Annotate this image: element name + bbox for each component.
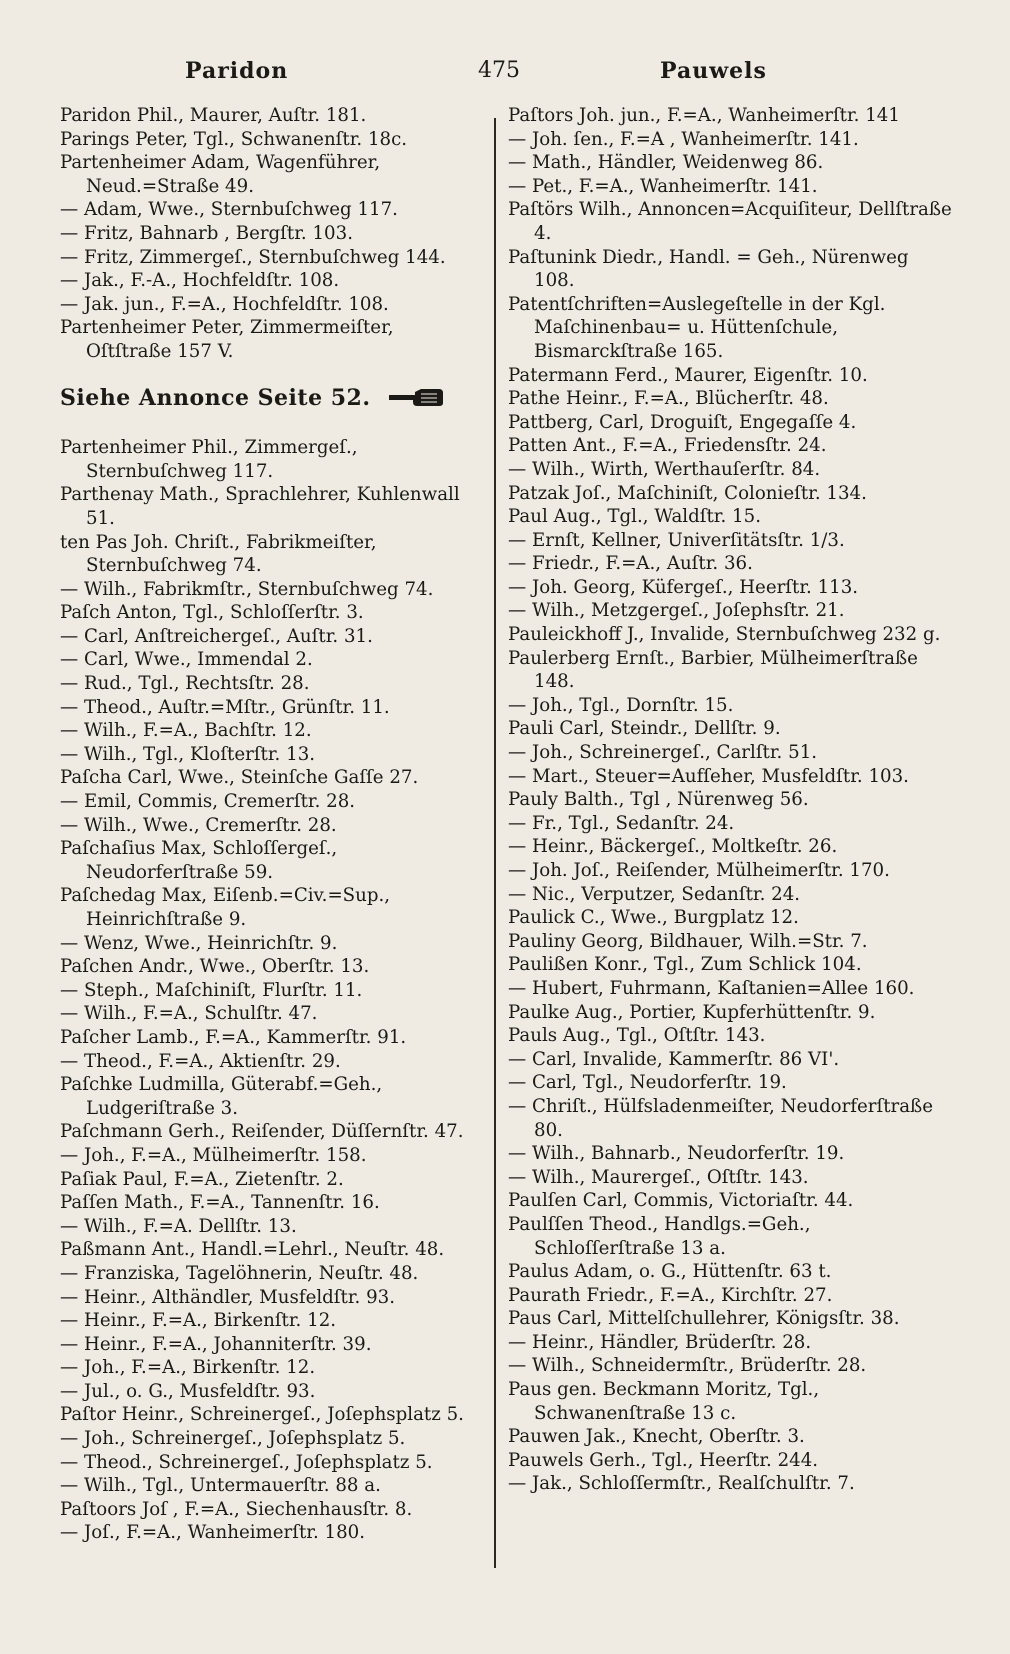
directory-entry: — Heinr., Bäckergeſ., Moltkeſtr. 26. bbox=[508, 836, 838, 858]
directory-entry: — Fritz, Bahnarb , Bergſtr. 103. bbox=[60, 222, 353, 244]
directory-entry: Paulſſen Theod., Handlgs.=Geh., Schloſſerſtraße 13 a. bbox=[508, 1213, 811, 1259]
header-last-entry: Pauwels bbox=[660, 58, 767, 84]
directory-entry: — Jak., F.-A., Hochfeldſtr. 108. bbox=[60, 270, 340, 292]
directory-entry: — Theod., Auſtr.=Mſtr., Grünſtr. 11. bbox=[60, 696, 390, 718]
directory-entry: — Wilh., Metzgergeſ., Joſephsſtr. 21. bbox=[508, 600, 845, 622]
directory-entry: — Fritz, Zimmergeſ., Sternbuſchweg 144. bbox=[60, 246, 446, 268]
directory-entry: — Wilh., Fabrikmſtr., Sternbuſchweg 74. bbox=[60, 578, 434, 600]
header-first-entry: Paridon bbox=[185, 58, 289, 84]
directory-entry: Paſchen Andr., Wwe., Oberſtr. 13. bbox=[60, 956, 370, 978]
directory-entry: Patten Ant., F.=A., Friedensſtr. 24. bbox=[508, 435, 827, 457]
directory-entry: Patermann Ferd., Maurer, Eigenſtr. 10. bbox=[508, 364, 868, 386]
directory-entry: ten Pas Joh. Chriſt., Fabrikmeiſter, Sternbuſchweg 74. bbox=[60, 531, 377, 577]
directory-entry: — Heinr., Händler, Brüderſtr. 28. bbox=[508, 1331, 812, 1353]
directory-entry: — Heinr., Althändler, Musfeldſtr. 93. bbox=[60, 1286, 396, 1308]
directory-entry: — Wilh., F.=A., Schulſtr. 47. bbox=[60, 1003, 318, 1025]
directory-entry: Paulick C., Wwe., Burgplatz 12. bbox=[508, 907, 799, 929]
directory-entry: — Wilh., Wwe., Cremerſtr. 28. bbox=[60, 814, 337, 836]
left-entries-top bbox=[60, 104, 484, 364]
directory-entry: — Wilh., Schneidermſtr., Brüderſtr. 28. bbox=[508, 1355, 867, 1377]
directory-entry: Paus Carl, Mittelſchullehrer, Königsſtr. 38. bbox=[508, 1308, 900, 1330]
directory-entry: — Wilh., Wirth, Werthauſerſtr. 84. bbox=[508, 458, 821, 480]
directory-entry: — Joh. Joſ., Reiſender, Mülheimerſtr. 170. bbox=[508, 860, 890, 881]
directory-entry: Pauleickhoff J., Invalide, Sternbuſchweg 232 g. bbox=[508, 624, 941, 646]
directory-entry: Paſtörs Wilh., Annoncen=Acquiſiteur, Dellſtraße 4. bbox=[508, 199, 952, 244]
directory-entry: Paſchaſius Max, Schloſſergeſ., Neudorferſtraße 59. bbox=[60, 838, 338, 883]
directory-entry: — Joſ., F.=A., Wanheimerſtr. 180. bbox=[60, 1522, 366, 1544]
directory-entry: Pauwen Jak., Knecht, Oberſtr. 3. bbox=[508, 1426, 805, 1448]
directory-entry: Paulißen Konr., Tgl., Zum Schlick 104. bbox=[508, 954, 862, 976]
directory-entry: — Wilh., Tgl., Kloſterſtr. 13. bbox=[60, 743, 316, 765]
directory-entry: Paſchedag Max, Eiſenb.=Civ.=Sup., Heinrichſtraße 9. bbox=[60, 885, 391, 930]
directory-entry: — Nic., Verputzer, Sedanſtr. 24. bbox=[508, 883, 801, 905]
directory-entry: — Jak., Schloſſermſtr., Realſchulſtr. 7. bbox=[508, 1473, 855, 1495]
directory-entry: — Math., Händler, Weidenweg 86. bbox=[508, 152, 824, 174]
directory-entry: — Wilh., Maurergeſ., Oſtſtr. 143. bbox=[508, 1166, 809, 1188]
directory-entry: — Adam, Wwe., Sternbuſchweg 117. bbox=[60, 199, 398, 221]
directory-entry: — Fr., Tgl., Sedanſtr. 24. bbox=[508, 812, 735, 834]
directory-entry: — Franziska, Tagelöhnerin, Neuſtr. 48. bbox=[60, 1262, 419, 1284]
directory-entry: — Hubert, Fuhrmann, Kaſtanien=Allee 160. bbox=[508, 977, 915, 999]
directory-entry: Patzak Joſ., Maſchiniſt, Colonieſtr. 134. bbox=[508, 482, 867, 504]
directory-entry: — Wilh., F.=A., Bachſtr. 12. bbox=[60, 720, 312, 742]
directory-entry: Pauli Carl, Steindr., Dellſtr. 9. bbox=[508, 718, 781, 740]
directory-entry: — Ernſt, Kellner, Univerſitätsſtr. 1/3. bbox=[508, 529, 845, 551]
directory-entry: Paſcher Lamb., F.=A., Kammerſtr. 91. bbox=[60, 1026, 407, 1048]
directory-entry: — Heinr., F.=A., Birkenſtr. 12. bbox=[60, 1310, 337, 1332]
right-column bbox=[508, 104, 952, 1496]
directory-entry: Paurath Friedr., F.=A., Kirchſtr. 27. bbox=[508, 1284, 833, 1306]
directory-entry: — Joh., Schreinergeſ., Joſephsplatz 5. bbox=[60, 1428, 406, 1450]
directory-entry: — Joh. ſen., F.=A , Wanheimerſtr. 141. bbox=[508, 128, 859, 150]
directory-entry: — Joh. Georg, Küfergeſ., Heerſtr. 113. bbox=[508, 576, 859, 598]
directory-entry: Partenheimer Adam, Wagenführer, Neud.=Straße 49. bbox=[60, 152, 381, 197]
directory-entry: Pattberg, Carl, Droguiſt, Engegaſſe 4. bbox=[508, 411, 857, 433]
right-entries bbox=[508, 104, 952, 1496]
directory-entry: Paſtunink Diedr., Handl. = Geh., Nürenweg 108. bbox=[508, 246, 909, 292]
annonce-text: Siehe Annonce Seite 52. bbox=[60, 384, 371, 411]
directory-entry: Paridon Phil., Maurer, Auſtr. 181. bbox=[60, 105, 367, 126]
page-number: 475 bbox=[478, 58, 520, 83]
directory-entry: Paſtors Joh. jun., F.=A., Wanheimerſtr. 141 bbox=[508, 105, 900, 126]
directory-entry: Paſiak Paul, F.=A., Zietenſtr. 2. bbox=[60, 1168, 344, 1190]
directory-entry: Paſcha Carl, Wwe., Steinſche Gaſſe 27. bbox=[60, 767, 419, 789]
pointing-hand-icon bbox=[387, 386, 445, 408]
directory-entry: — Joh., F.=A., Mülheimerſtr. 158. bbox=[60, 1144, 367, 1166]
column-divider bbox=[494, 118, 496, 1568]
directory-entry: — Carl, Invalide, Kammerſtr. 86 VI'. bbox=[508, 1048, 840, 1070]
directory-entry: Partenheimer Peter, Zimmermeiſter, Oſtſtraße 157 V. bbox=[60, 317, 394, 362]
directory-entry: Paſtoors Joſ , F.=A., Siechenhausſtr. 8. bbox=[60, 1498, 413, 1520]
directory-entry: — Joh., Tgl., Dornſtr. 15. bbox=[508, 694, 734, 716]
directory-entry: Pauls Aug., Tgl., Oſtſtr. 143. bbox=[508, 1025, 766, 1047]
directory-entry: — Mart., Steuer=Aufſeher, Musfeldſtr. 103. bbox=[508, 765, 909, 787]
directory-entry: — Friedr., F.=A., Auſtr. 36. bbox=[508, 553, 753, 575]
directory-entry: — Wilh., Tgl., Untermauerſtr. 88 a. bbox=[60, 1475, 381, 1497]
annonce-notice bbox=[60, 386, 484, 411]
directory-entry: — Carl, Wwe., Immendal 2. bbox=[60, 649, 313, 671]
directory-entry: — Pet., F.=A., Wanheimerſtr. 141. bbox=[508, 175, 818, 197]
directory-entry: Pauliny Georg, Bildhauer, Wilh.=Str. 7. bbox=[508, 930, 868, 952]
directory-entry: — Jul., o. G., Musfeldſtr. 93. bbox=[60, 1380, 316, 1402]
directory-entry: Paſch Anton, Tgl., Schloſſerſtr. 3. bbox=[60, 602, 364, 624]
directory-entry: Paul Aug., Tgl., Waldſtr. 15. bbox=[508, 506, 761, 528]
directory-entry: Patentſchriften=Auslegeſtelle in der Kgl. Maſchinenbau= u. Hüttenſchule, Bismarckſtraße 165. bbox=[508, 293, 886, 362]
directory-entry: — Theod., Schreinergeſ., Joſephsplatz 5. bbox=[60, 1451, 433, 1473]
directory-entry: Paulſen Carl, Commis, Victoriaſtr. 44. bbox=[508, 1190, 854, 1212]
directory-entry: Parings Peter, Tgl., Schwanenſtr. 18c. bbox=[60, 128, 408, 150]
directory-entry: Paulke Aug., Portier, Kupferhüttenſtr. 9. bbox=[508, 1001, 876, 1023]
directory-entry: — Carl, Anſtreichergeſ., Auſtr. 31. bbox=[60, 625, 373, 647]
directory-entry: — Emil, Commis, Cremerſtr. 28. bbox=[60, 791, 356, 813]
left-column bbox=[60, 104, 484, 1545]
directory-entry: — Jak. jun., F.=A., Hochfeldſtr. 108. bbox=[60, 293, 389, 315]
directory-entry: Paſchke Ludmilla, Güterabf.=Geh., Ludgeriſtraße 3. bbox=[60, 1074, 383, 1119]
directory-entry: Parthenay Math., Sprachlehrer, Kuhlenwall 51. bbox=[60, 484, 460, 529]
directory-entry: — Theod., F.=A., Aktienſtr. 29. bbox=[60, 1050, 341, 1072]
directory-entry: — Rud., Tgl., Rechtsſtr. 28. bbox=[60, 673, 310, 695]
directory-entry: Pathe Heinr., F.=A., Blücherſtr. 48. bbox=[508, 388, 829, 410]
directory-entry: — Joh., Schreinergeſ., Carlſtr. 51. bbox=[508, 742, 818, 764]
directory-entry: Paus gen. Beckmann Moritz, Tgl., Schwanenſtraße 13 c. bbox=[508, 1379, 820, 1424]
directory-entry: — Chriſt., Hülfsladenmeiſter, Neudorferſtraße 80. bbox=[508, 1095, 933, 1141]
page-header bbox=[60, 58, 970, 98]
directory-entry: — Carl, Tgl., Neudorferſtr. 19. bbox=[508, 1072, 787, 1094]
directory-entry: Paſtor Heinr., Schreinergeſ., Joſephsplatz 5. bbox=[60, 1404, 464, 1426]
directory-entry: — Wilh., F.=A. Dellſtr. 13. bbox=[60, 1215, 297, 1237]
directory-entry: Paulus Adam, o. G., Hüttenſtr. 63 t. bbox=[508, 1261, 832, 1283]
directory-entry: — Heinr., F.=A., Johanniterſtr. 39. bbox=[60, 1333, 372, 1355]
directory-entry: Paulerberg Ernſt., Barbier, Mülheimerſtraße 148. bbox=[508, 647, 918, 693]
directory-entry: Paſſen Math., F.=A., Tannenſtr. 16. bbox=[60, 1192, 380, 1214]
directory-entry: Pauly Balth., Tgl , Nürenweg 56. bbox=[508, 789, 809, 811]
directory-entry: Paſchmann Gerh., Reiſender, Düſſernſtr. 47. bbox=[60, 1121, 464, 1143]
directory-entry: Partenheimer Phil., Zimmergeſ., Sternbuſchweg 117. bbox=[60, 437, 358, 482]
directory-entry: Pauwels Gerh., Tgl., Heerſtr. 244. bbox=[508, 1449, 819, 1471]
directory-entry: — Wilh., Bahnarb., Neudorferſtr. 19. bbox=[508, 1143, 845, 1165]
directory-entry: — Wenz, Wwe., Heinrichſtr. 9. bbox=[60, 932, 338, 954]
left-entries-bottom bbox=[60, 436, 484, 1545]
directory-entry: — Joh., F.=A., Birkenſtr. 12. bbox=[60, 1357, 316, 1379]
directory-entry: Paßmann Ant., Handl.=Lehrl., Neuſtr. 48. bbox=[60, 1239, 445, 1261]
directory-entry: — Steph., Maſchiniſt, Flurſtr. 11. bbox=[60, 979, 363, 1001]
